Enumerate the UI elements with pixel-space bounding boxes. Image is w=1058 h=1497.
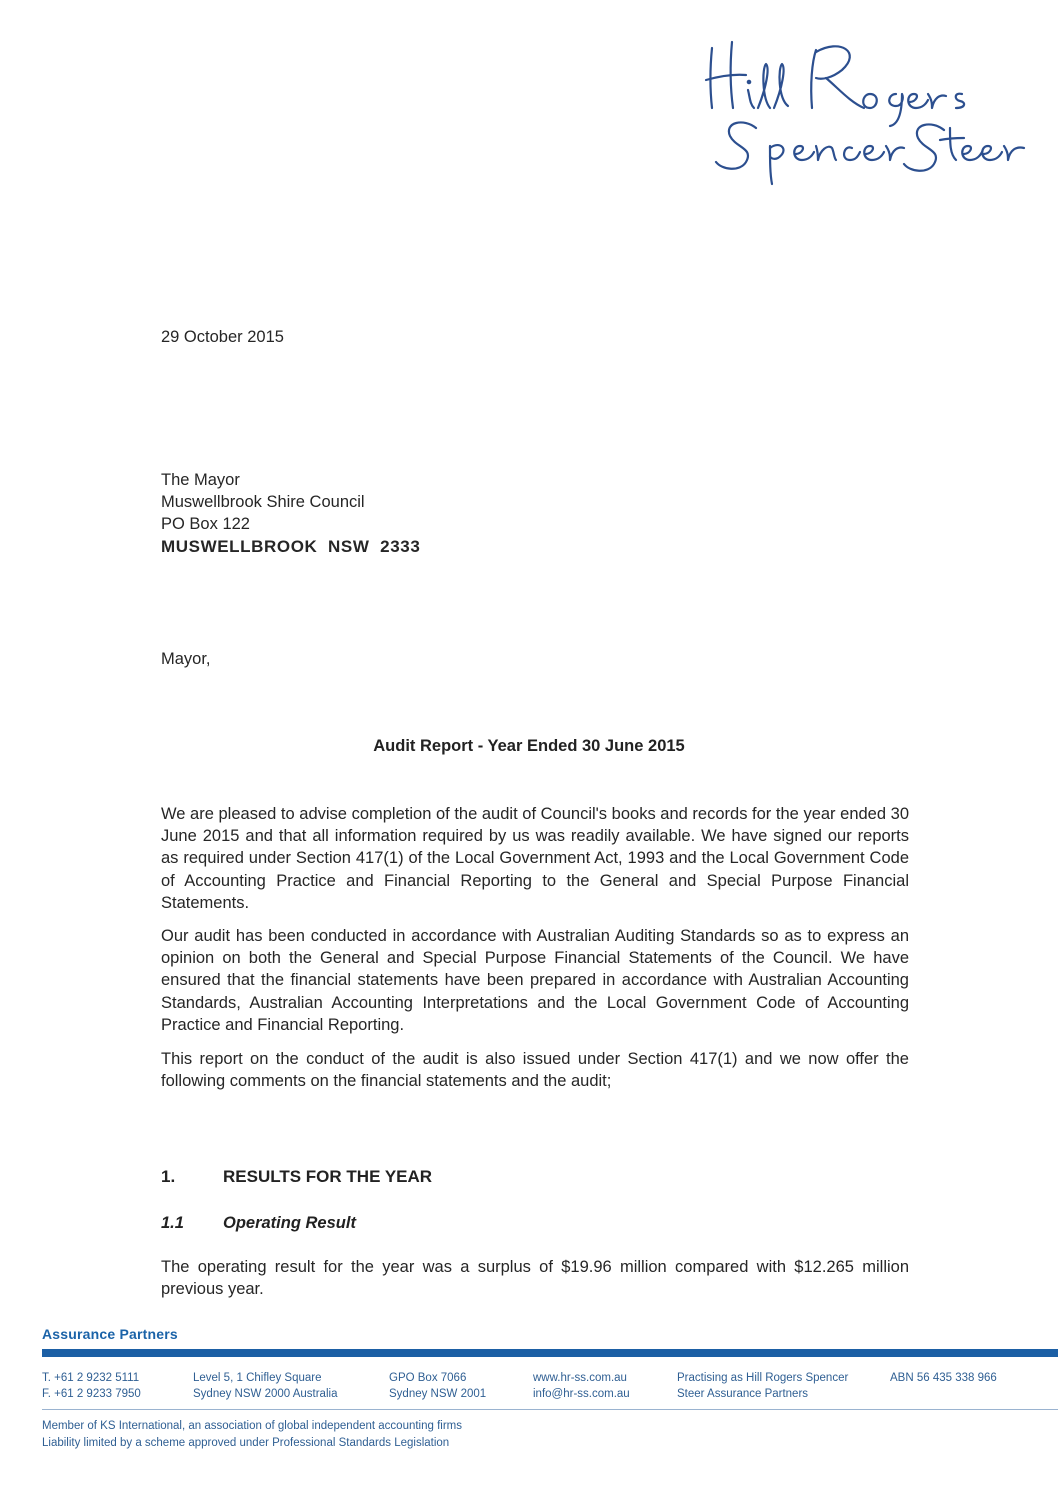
- address-city-line: MUSWELLBROOK NSW 2333: [161, 537, 421, 556]
- letter-date: 29 October 2015: [161, 328, 284, 346]
- body-paragraph: This report on the conduct of the audit is also issued under Section 417(1) and we now offer the following comments on the financial statements and the audit;: [161, 1050, 909, 1091]
- footer-rule: [42, 1409, 1058, 1410]
- section-title: RESULTS FOR THE YEAR: [223, 1167, 433, 1186]
- footer-divider-bar: [42, 1349, 1058, 1357]
- footer-notes: [42, 1418, 462, 1452]
- footer-po-line: GPO Box 7066: [389, 1372, 467, 1384]
- footer-fax: F. +61 2 9233 7950: [42, 1388, 141, 1400]
- address-line: PO Box 122: [161, 515, 250, 533]
- address-line: Muswellbrook Shire Council: [161, 493, 365, 511]
- footer-practising-line: Practising as Hill Rogers Spencer: [677, 1372, 849, 1384]
- footer-phone-block: [42, 1370, 141, 1402]
- footer-website-link[interactable]: www.hr-ss.com.au: [533, 1372, 627, 1384]
- footer-po-block: [389, 1370, 486, 1402]
- section-number: 1.: [161, 1167, 176, 1186]
- footer-address-block: [193, 1370, 337, 1402]
- footer-note: Liability limited by a scheme approved under Professional Standards Legislation: [42, 1437, 450, 1449]
- footer-po-line: Sydney NSW 2001: [389, 1388, 487, 1400]
- company-logo: [700, 28, 1030, 188]
- footer-address-line: Level 5, 1 Chifley Square: [193, 1372, 322, 1384]
- body-paragraph: Our audit has been conducted in accordance with Australian Auditing Standards so as to express an opinion on both the General and Special Purpose Financial Statements of the Council. We have ensured that the financial statements have been prepared in accordance with Australian Accounting Standards, Australian Accounting Interpretations and the Local Government Code of Accounting Practice and Financial Reporting.: [161, 927, 909, 1034]
- footer-phone: T. +61 2 9232 5111: [42, 1372, 140, 1384]
- section-heading: [161, 1167, 432, 1187]
- footer-note: Member of KS International, an association of global independent accounting firms: [42, 1420, 463, 1432]
- address-line: The Mayor: [161, 471, 240, 489]
- subsection-heading: [161, 1214, 356, 1233]
- footer-contact-block: [533, 1370, 630, 1402]
- footer-abn: ABN 56 435 338 966: [890, 1372, 997, 1384]
- result-paragraph: The operating result for the year was a surplus of $19.96 million compared with $12.265 million previous year.: [161, 1258, 909, 1299]
- footer-email-link[interactable]: info@hr-ss.com.au: [533, 1388, 630, 1400]
- footer-title: Assurance Partners: [42, 1326, 178, 1342]
- report-title: Audit Report - Year Ended 30 June 2015: [373, 737, 685, 755]
- salutation: Mayor,: [161, 650, 211, 668]
- footer-practising-block: [677, 1370, 848, 1402]
- footer-abn-block: [890, 1370, 997, 1386]
- subsection-number: 1.1: [161, 1214, 184, 1232]
- footer-address-line: Sydney NSW 2000 Australia: [193, 1388, 338, 1400]
- footer-practising-line: Steer Assurance Partners: [677, 1388, 809, 1400]
- body-paragraph: We are pleased to advise completion of the audit of Council's books and records for the year ended 30 June 2015 and that all information required by us was readily available. We have signed our reports as required under Section 417(1) of the Local Government Act, 1993 and the Local Government Code of Accounting Practice and Financial Reporting to the General and Special Purpose Financial Statements.: [161, 805, 909, 912]
- subsection-title: Operating Result: [223, 1214, 356, 1232]
- recipient-address: [161, 469, 420, 558]
